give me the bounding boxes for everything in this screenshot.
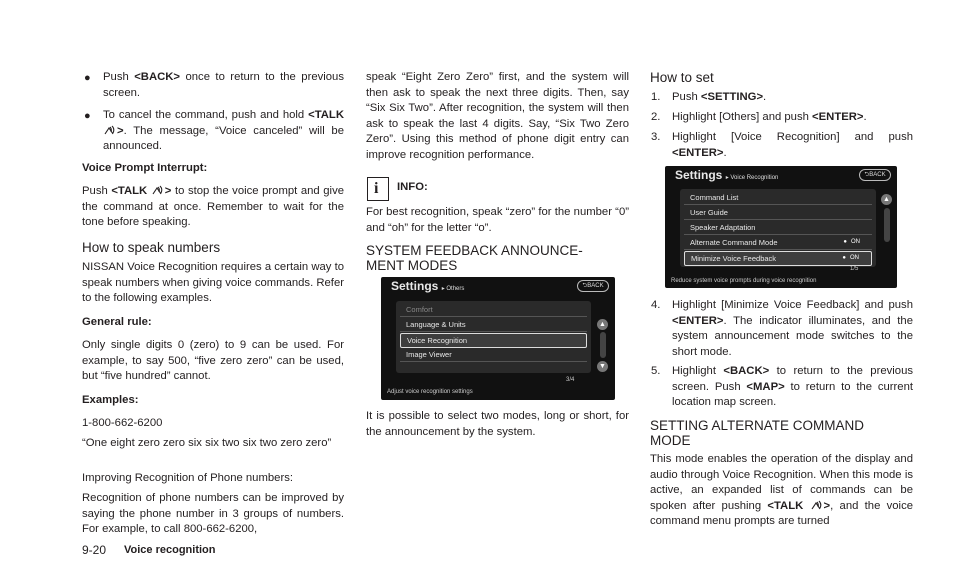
- step-3: Highlight [Voice Recognition] and push <ENTER>.: [672, 131, 913, 159]
- step-number: 1.: [651, 91, 661, 103]
- back-arrow-icon: ⮌: [582, 283, 588, 289]
- step-1: Push <SETTING>.: [672, 91, 767, 103]
- page-indicator: 1/5: [850, 266, 859, 272]
- alternate-command-heading: SETTING ALTERNATE COMMAND MODE: [650, 418, 865, 448]
- settings-voice-recognition-screenshot: [665, 166, 897, 288]
- info-text: For best recognition, speak “zero” for the number “0” and “oh” for the letter “o”.: [366, 206, 629, 234]
- menu-list: [396, 301, 591, 373]
- scroll-up-icon: ▲: [597, 319, 608, 330]
- step-number: 3.: [651, 131, 661, 143]
- talk-icon: [103, 125, 117, 135]
- bullet-back: Push <BACK> once to return to the previous screen.: [103, 71, 344, 99]
- scrollbar: [884, 208, 890, 242]
- talk-icon: [810, 500, 824, 510]
- two-modes-text: It is possible to select two modes, long or short, for the announcement by the system.: [366, 410, 629, 438]
- how-to-set-heading: How to set: [650, 70, 714, 85]
- menu-item: Comfort: [400, 303, 587, 317]
- voice-prompt-interrupt-text: Push <TALK > to stop the voice prompt and give the command at once. Remember to wait for the tone before speaking.: [82, 185, 344, 228]
- info-icon: i: [367, 177, 389, 201]
- page-number: 9-20: [82, 543, 107, 557]
- general-rule-heading: General rule:: [82, 316, 152, 328]
- back-arrow-icon: ⮌: [864, 172, 870, 178]
- step-number: 5.: [651, 365, 661, 377]
- speak-numbers-intro: NISSAN Voice Recognition requires a certain way to speak numbers when giving voice commands. Refer to the following examples.: [82, 261, 344, 304]
- menu-list: [680, 189, 876, 267]
- scroll-up-icon: ▲: [881, 194, 892, 205]
- how-to-speak-numbers-heading: How to speak numbers: [82, 240, 221, 255]
- step-number: 2.: [651, 111, 661, 123]
- page-indicator: 3/4: [566, 377, 575, 383]
- improving-recognition-text: Recognition of phone numbers can be improved by saying the phone number in 3 groups of numbers. For example, to call 800-662-6200,: [82, 492, 344, 535]
- examples-heading: Examples:: [82, 394, 139, 406]
- step-number: 4.: [651, 299, 661, 311]
- menu-item-selected: Voice Recognition: [400, 333, 587, 348]
- step-4: Highlight [Minimize Voice Feedback] and push <ENTER>. The indicator illuminates, and the system announcement mode switches to the short mode.: [672, 299, 913, 358]
- step-5: Highlight <BACK> to return to the previous screen. Push <MAP> to return to the current location map screen.: [672, 365, 913, 408]
- on-indicator: ● ON: [843, 236, 860, 249]
- improving-recognition-heading: Improving Recognition of Phone numbers:: [82, 472, 293, 484]
- screen-title: Settings ▸ Others: [391, 279, 465, 293]
- step-2: Highlight [Others] and push <ENTER>.: [672, 111, 867, 123]
- back-button: ⮌BACK: [859, 169, 891, 181]
- talk-icon: [151, 185, 165, 195]
- menu-item: Speaker Adaptation: [684, 221, 872, 235]
- section-name: Voice recognition: [124, 544, 216, 556]
- bullet-dot: ●: [84, 72, 91, 84]
- bullet-dot: ●: [84, 110, 91, 122]
- example-spoken: “One eight zero zero six six two six two zero zero”: [82, 437, 332, 449]
- info-label: INFO:: [397, 181, 428, 193]
- alternate-command-text: This mode enables the operation of the display and audio through Voice Recognition. When this mode is active, an expanded list of commands can be spoken after pushing <TALK >, and the voice command menu prompts are turned: [650, 453, 913, 527]
- voice-prompt-interrupt-heading: Voice Prompt Interrupt:: [82, 162, 208, 174]
- menu-item-selected: Minimize Voice Feedback ● ON: [684, 251, 872, 266]
- settings-others-screenshot: [381, 277, 615, 400]
- on-indicator: ● ON: [842, 252, 859, 265]
- back-button: ⮌BACK: [577, 280, 609, 292]
- screen-hint: Adjust voice recognition settings: [387, 389, 473, 395]
- screen-title: Settings ▸ Voice Recognition: [675, 168, 779, 182]
- menu-item: Command List: [684, 191, 872, 205]
- screen-hint: Reduce system voice prompts during voice recognition: [671, 278, 817, 284]
- menu-item: User Guide: [684, 206, 872, 220]
- bullet-cancel: To cancel the command, push and hold <TALK >. The message, “Voice canceled” will be announced.: [103, 109, 344, 152]
- scroll-down-icon: ▼: [597, 361, 608, 372]
- menu-item: Language & Units: [400, 318, 587, 332]
- phone-digit-entry-text: speak “Eight Zero Zero” first, and the system will then ask to speak the next three digits. Then, say “Six Six Two”. After recognition, the system will then ask to speak the last 4 digits. Say, “Six Two Zero Zero”. Using this method of phone digit entry can improve recognition performance.: [366, 71, 629, 161]
- example-number: 1-800-662-6200: [82, 417, 163, 429]
- menu-item: Image Viewer: [400, 348, 587, 362]
- system-feedback-heading: SYSTEM FEEDBACK ANNOUNCE- MENT MODES: [366, 243, 583, 273]
- menu-item: Alternate Command Mode ● ON: [684, 236, 872, 250]
- general-rule-text: Only single digits 0 (zero) to 9 can be used. For example, to say 500, “five zero zero” can be used, but “five hundred” cannot.: [82, 339, 344, 382]
- scrollbar: [600, 332, 606, 358]
